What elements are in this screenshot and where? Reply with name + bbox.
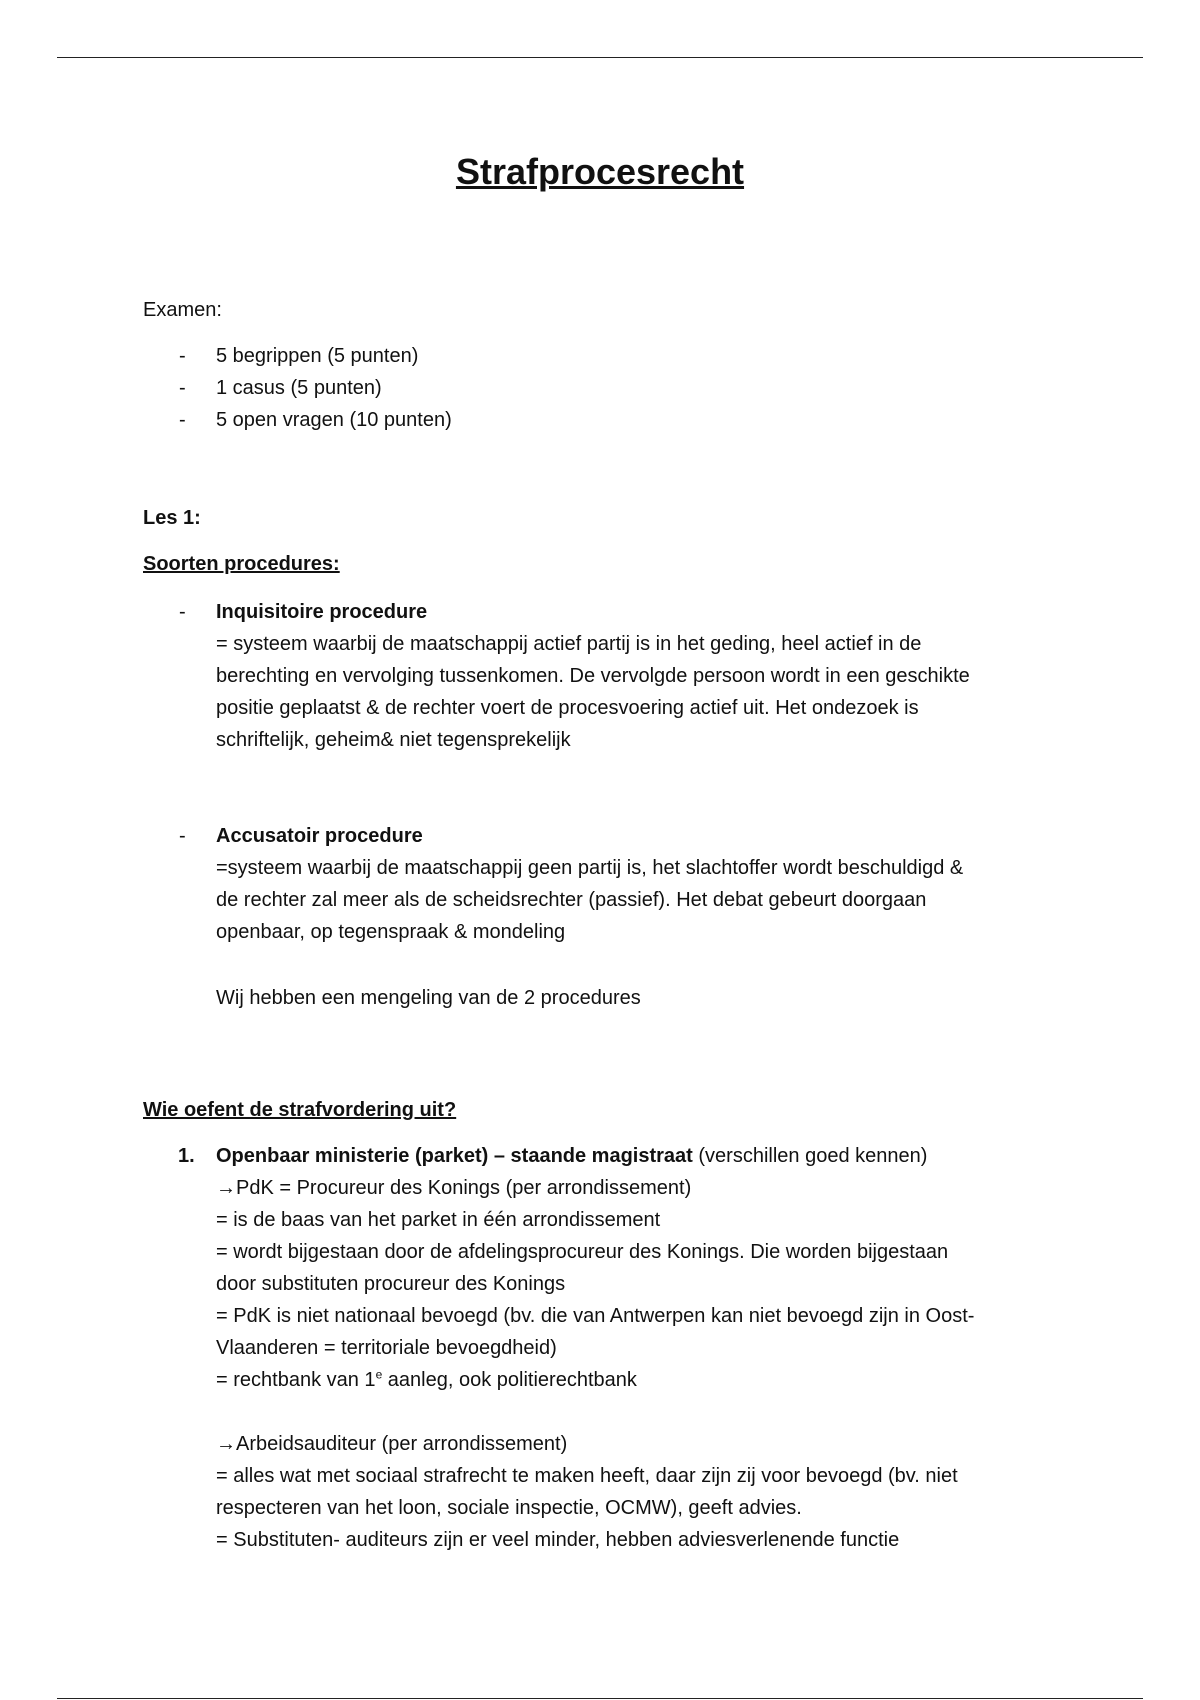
exam-item: 5 open vragen (10 punten) <box>216 409 452 431</box>
list-item <box>143 596 1083 756</box>
bottom-rule <box>57 1698 1143 1699</box>
arbeid-line: respecteren van het loon, sociale inspectie, OCMW), geeft advies. <box>216 1497 802 1519</box>
pdk-line: door substituten procureur des Konings <box>216 1273 566 1295</box>
top-rule <box>57 57 1143 58</box>
section-heading-soorten: Soorten procedures: <box>143 553 340 575</box>
pdk-line: = PdK is niet nationaal bevoegd (bv. die van Antwerpen kan niet bevoegd zijn in Oost- <box>216 1305 975 1327</box>
bullet-dash: - <box>179 377 186 399</box>
procedure-accusatoir <box>143 820 1083 948</box>
list-number: 1. <box>178 1145 195 1167</box>
section-heading-wie: Wie oefent de strafvordering uit? <box>143 1099 457 1121</box>
pdk-title: →PdK = Procureur des Konings (per arrondissement) <box>216 1177 692 1199</box>
ordered-heading-bold: Openbaar ministerie (parket) – staande magistraat <box>216 1145 693 1167</box>
procedure-name: Inquisitoire procedure <box>216 601 428 623</box>
exam-label: Examen: <box>143 299 222 321</box>
bullet-dash: - <box>179 345 186 367</box>
pdk-line: Vlaanderen = territoriale bevoegdheid) <box>216 1337 557 1359</box>
ordered-heading-rest: (verschillen goed kennen) <box>692 1145 928 1167</box>
procedure-inquisitoire <box>143 596 1083 756</box>
list-item <box>143 820 1083 948</box>
procedure-name: Accusatoir procedure <box>216 825 423 847</box>
pdk-line-post: aanleg, ook politierechtbank <box>382 1369 637 1391</box>
ordered-list <box>143 1140 1083 1556</box>
arbeid-title: →Arbeidsauditeur (per arrondissement) <box>216 1433 568 1455</box>
list-item <box>143 372 1083 404</box>
mengeling-note: Wij hebben een mengeling van de 2 procedures <box>216 987 641 1009</box>
procedure-line: de rechter zal meer als de scheidsrechter (passief). Het debat gebeurt doorgaan <box>216 889 927 911</box>
pdk-line: = wordt bijgestaan door de afdelingsprocureur des Konings. Die worden bijgestaan <box>216 1241 949 1263</box>
pdk-line-pre: = rechtbank van 1 <box>216 1369 376 1391</box>
exam-item: 1 casus (5 punten) <box>216 377 382 399</box>
pdk-line: = is de baas van het parket in één arrondissement <box>216 1209 661 1231</box>
arbeid-line: = Substituten- auditeurs zijn er veel minder, hebben adviesverlenende functie <box>216 1529 900 1551</box>
lesson-label: Les 1: <box>143 507 201 529</box>
document-title: Strafprocesrecht <box>455 151 745 192</box>
bullet-dash: - <box>179 409 186 431</box>
bullet-dash: - <box>179 825 186 847</box>
procedure-line: schriftelijk, geheim& niet tegensprekelijk <box>216 729 571 751</box>
exam-list <box>143 340 1083 436</box>
arbeid-line: = alles wat met sociaal strafrecht te maken heeft, daar zijn zij voor bevoegd (bv. niet <box>216 1465 958 1487</box>
procedure-line: openbaar, op tegenspraak & mondeling <box>216 921 566 943</box>
list-item <box>143 340 1083 372</box>
procedure-line: =systeem waarbij de maatschappij geen partij is, het slachtoffer wordt beschuldigd & <box>216 857 964 879</box>
exam-item: 5 begrippen (5 punten) <box>216 345 419 367</box>
list-item <box>143 404 1083 436</box>
procedure-line: berechting en vervolging tussenkomen. De vervolgde persoon wordt in een geschikte <box>216 665 970 687</box>
pdk-line-rechtbank <box>216 1364 1083 1396</box>
bullet-dash: - <box>179 601 186 623</box>
procedure-line: positie geplaatst & de rechter voert de procesvoering actief uit. Het ondezoek is <box>216 697 919 719</box>
spacer <box>216 1396 1083 1428</box>
list-item <box>143 1140 1083 1556</box>
procedure-line: = systeem waarbij de maatschappij actief partij is in het geding, heel actief in de <box>216 633 922 655</box>
ordered-heading <box>216 1140 1083 1172</box>
superscript-e: e <box>375 1367 383 1382</box>
